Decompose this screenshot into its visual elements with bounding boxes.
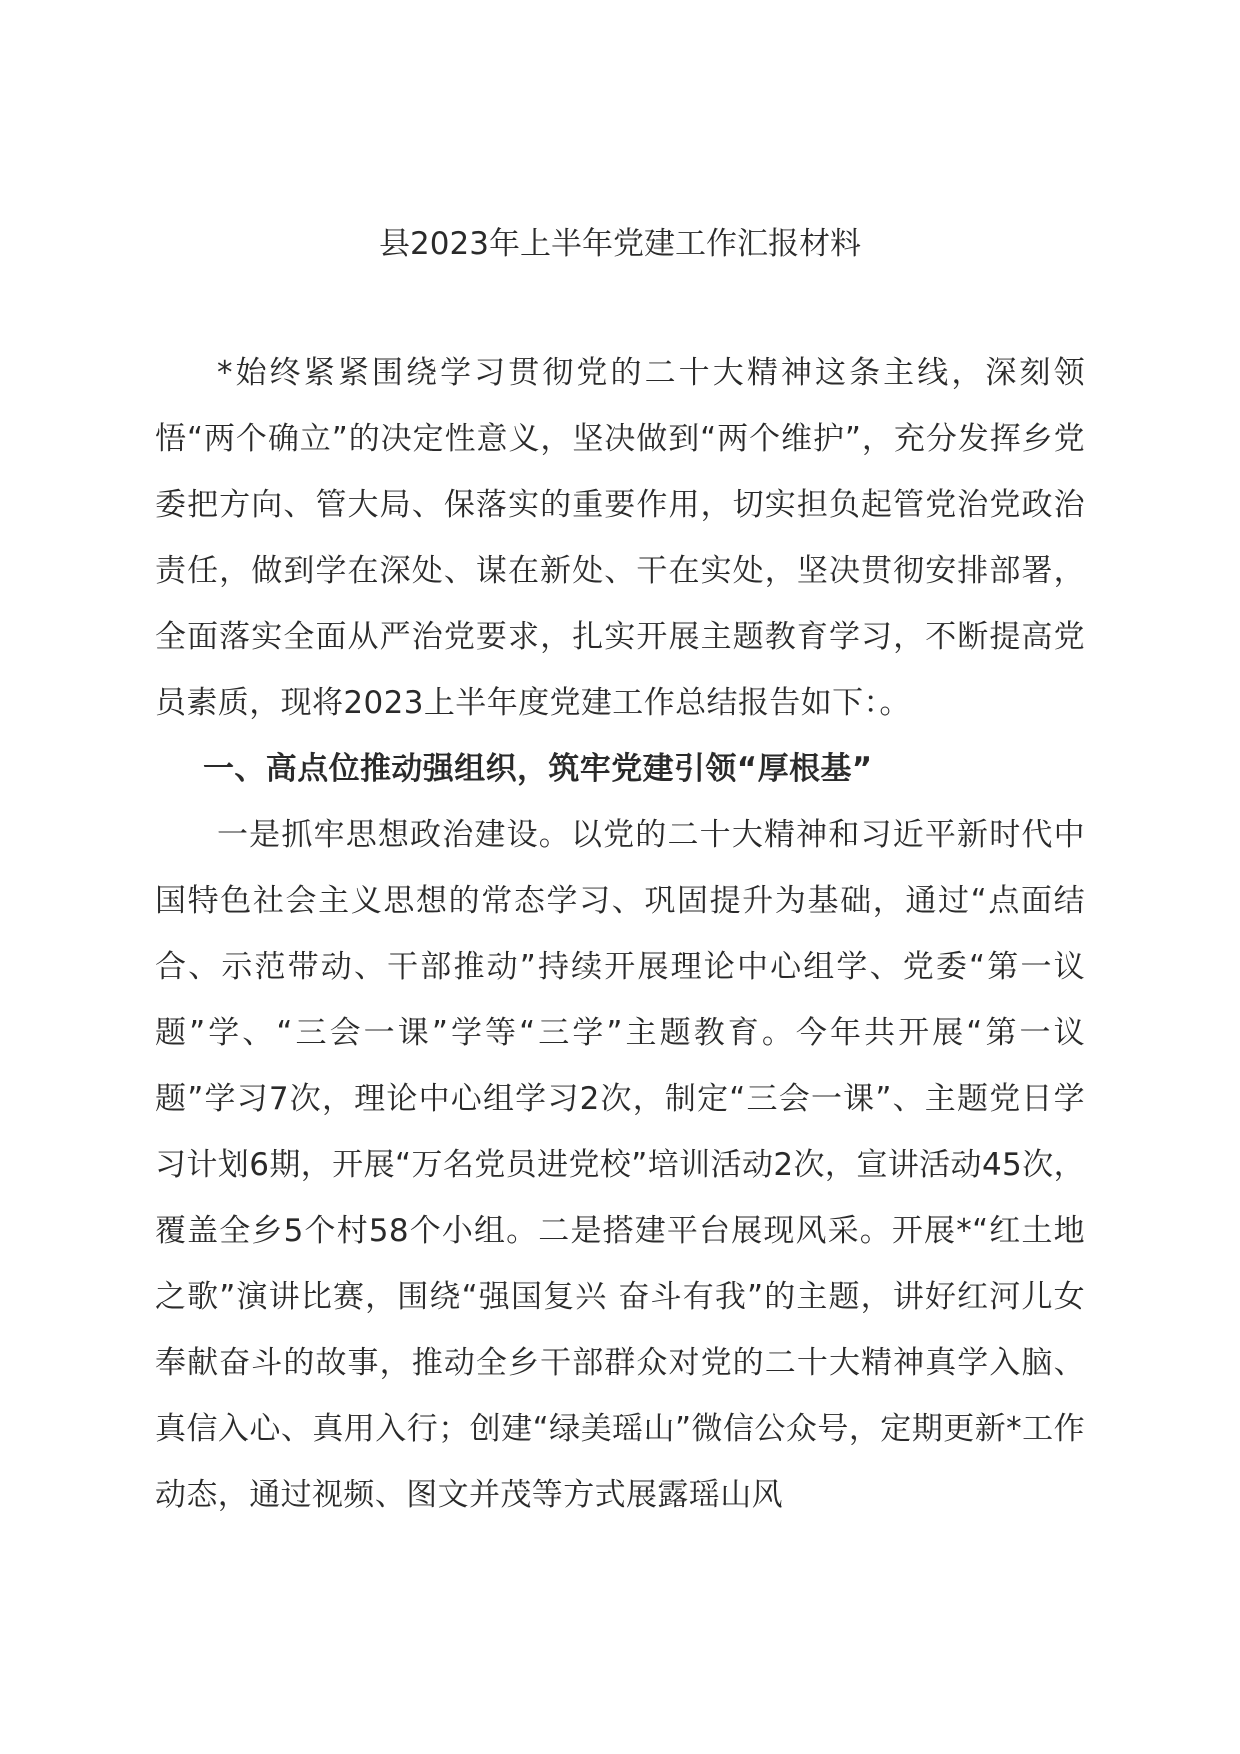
document-title: 县2023年上半年党建工作汇报材料 (379, 226, 861, 262)
section-heading: 一、高点位推动强组织，筑牢党建引领“厚根基” (203, 751, 873, 787)
body-paragraph: 一是抓牢思想政治建设。以党的二十大精神和习近平新时代中国特色社会主义思想的常态学习、巩固提升为基础，通过“点面结合、示范带动、干部推动”持续开展理论中心组学、党委“第一议题”学、“三会一课”学等“三学”主题教育。今年共开展“第一议题”学习7次，理论中心组学习2次，制定“三会一课”、主题党日学习计划6期，开展“万名党员进党校”培训活动2次，宣讲活动45次，覆盖全乡5个村58个小组。二是搭建平台展现风采。开展*“红土地之歌”演讲比赛，围绕“强国复兴 奋斗有我”的主题，讲好红河儿女奉献奋斗的故事，推动全乡干部群众对党的二十大精神真学入脑、真信入心、真用入行；创建“绿美瑶山”微信公众号，定期更新*工作动态，通过视频、图文并茂等方式展露瑶山风 (155, 817, 1085, 1513)
document-body (155, 340, 1085, 1528)
intro-paragraph: *始终紧紧围绕学习贯彻党的二十大精神这条主线，深刻领悟“两个确立”的决定性意义，坚决做到“两个维护”，充分发挥乡党委把方向、管大局、保落实的重要作用，切实担负起管党治党政治责任，做到学在深处、谋在新处、干在实处，坚决贯彻安排部署，全面落实全面从严治党要求，扎实开展主题教育学习，不断提高党员素质，现将2023上半年度党建工作总结报告如下：。 (155, 355, 1085, 721)
